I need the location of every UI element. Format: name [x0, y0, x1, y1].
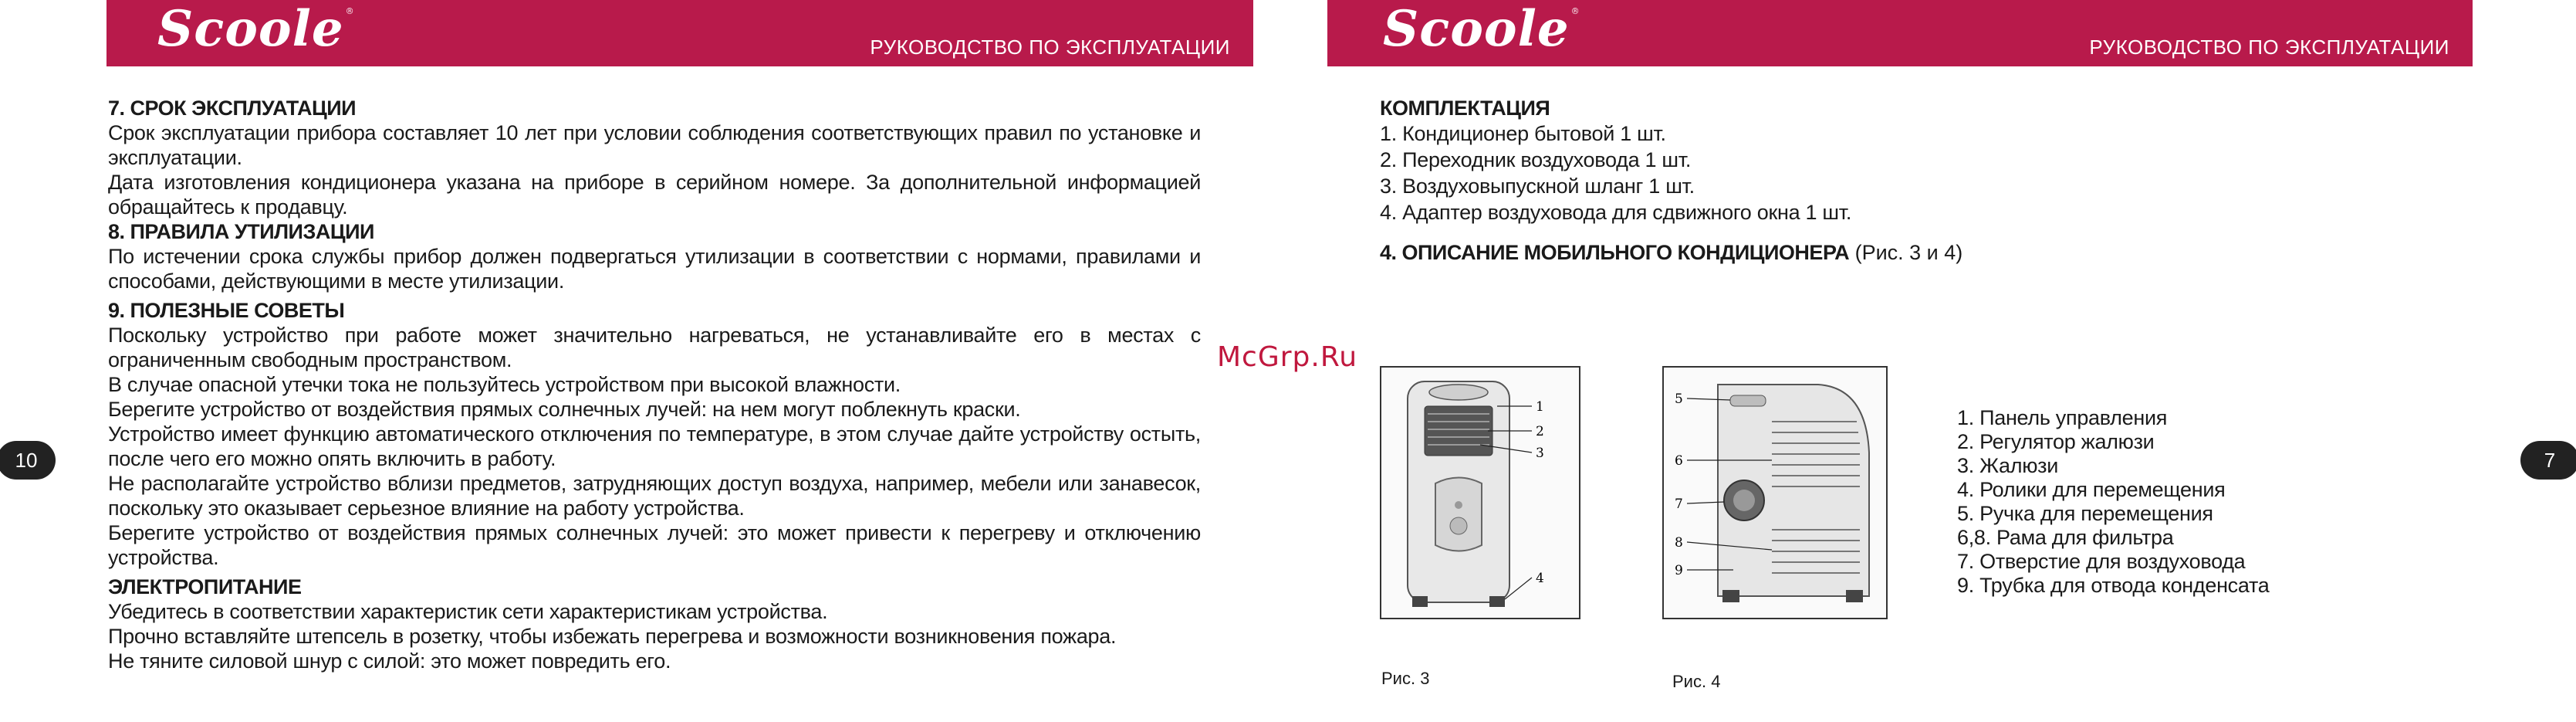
- header-bar-right: [1327, 0, 2473, 66]
- section-9-paragraph-1: Поскольку устройство при работе может значительно нагреваться, не устанавливайте его в местах с ограниченным свободным пространством.: [108, 324, 1201, 371]
- legend-item: 4. Ролики для перемещения: [1957, 478, 2226, 501]
- section-4-heading: 4. ОПИСАНИЕ МОБИЛЬНОГО КОНДИЦИОНЕРА: [1380, 241, 1850, 264]
- air-conditioner-rear-illustration: [1664, 368, 1886, 618]
- figure-4-label-5: 5: [1675, 392, 1683, 407]
- figure-4-label-8: 8: [1675, 535, 1683, 551]
- section-7-paragraph-2: Дата изготовления кондиционера указана на приборе в серийном номере. За дополнительной информацией обращайтесь к продавцу.: [108, 171, 1201, 219]
- kit-item: 3. Воздуховыпускной шланг 1 шт.: [1380, 175, 1695, 198]
- legend-item: 6,8. Рама для фильтра: [1957, 526, 2174, 549]
- figure-4-label-7: 7: [1675, 497, 1683, 512]
- figure-3-label-2: 2: [1536, 424, 1544, 439]
- section-7-heading: 7. СРОК ЭКСПЛУАТАЦИИ: [108, 97, 357, 120]
- legend-item: 7. Отверстие для воздуховода: [1957, 550, 2246, 573]
- header-title-right: РУКОВОДСТВО ПО ЭКСПЛУАТАЦИИ: [2089, 36, 2449, 59]
- brand-logo-left: [157, 0, 355, 58]
- header-bar-left: [106, 0, 1253, 66]
- section-9-paragraph-2: В случае опасной утечки тока не пользуйтесь устройством при высокой влажности.: [108, 373, 901, 396]
- section-9-paragraph-6: Берегите устройство от воздействия прямых солнечных лучей: это может привести к перегреву и отключению устройства.: [108, 521, 1201, 569]
- brand-text: Scoole: [1383, 0, 1570, 58]
- brand-mark: ®: [345, 6, 355, 16]
- power-heading: ЭЛЕКТРОПИТАНИЕ: [108, 575, 302, 598]
- page-number-left: 10: [0, 441, 56, 480]
- legend-item: 5. Ручка для перемещения: [1957, 502, 2213, 525]
- kit-heading: КОМПЛЕКТАЦИЯ: [1380, 97, 1550, 120]
- section-8-heading: 8. ПРАВИЛА УТИЛИЗАЦИИ: [108, 220, 374, 243]
- page-number-right: 7: [2520, 441, 2576, 480]
- brand-text: Scoole: [157, 0, 344, 58]
- section-8-paragraph-1: По истечении срока службы прибор должен подвергаться утилизации в соответствии с нормами, правилами и способами, действующими в месте утилизации.: [108, 245, 1201, 293]
- figure-3-label-4: 4: [1536, 571, 1544, 586]
- parts-legend: [1957, 406, 2269, 598]
- right-page-content: [1380, 96, 2460, 286]
- section-9-heading: 9. ПОЛЕЗНЫЕ СОВЕТЫ: [108, 299, 345, 322]
- figure-3-label-1: 1: [1536, 399, 1544, 415]
- kit-item: 2. Переходник воздуховода 1 шт.: [1380, 148, 1692, 171]
- figure-4-label-6: 6: [1675, 453, 1683, 469]
- figure-4-label-9: 9: [1675, 563, 1683, 578]
- left-page-content: [108, 96, 1201, 673]
- header-title-left: РУКОВОДСТВО ПО ЭКСПЛУАТАЦИИ: [870, 36, 1230, 59]
- power-paragraph-3: Не тяните силовой шнур с силой: это может повредить его.: [108, 649, 671, 673]
- figure-4-caption: Рис. 4: [1672, 672, 1721, 691]
- legend-item: 1. Панель управления: [1957, 406, 2168, 429]
- watermark-text: McGrp.Ru: [1217, 341, 1358, 373]
- brand-mark: ®: [1570, 6, 1580, 16]
- section-9-paragraph-3: Берегите устройство от воздействия прямых солнечных лучей: на нем могут поблекнуть краски.: [108, 398, 1021, 421]
- figure-3-air-conditioner-front: [1380, 366, 1580, 619]
- figure-3-caption: Рис. 3: [1381, 669, 1430, 688]
- section-9-paragraph-4: Устройство имеет функцию автоматического отключения по температуре, в этом случае дайте устройству остыть, после чего его можно опять включить в работу.: [108, 422, 1201, 470]
- section-9-paragraph-5: Не располагайте устройство вблизи предметов, затрудняющих доступ воздуха, например, мебели или занавесок, поскольку это оказывает серьезное влияние на работу устройства.: [108, 472, 1201, 520]
- section-4-heading-line: [1380, 239, 2460, 266]
- power-paragraph-2: Прочно вставляйте штепсель в розетку, чтобы избежать перегрева и возможности возникновения пожара.: [108, 625, 1117, 648]
- section-4-figure-ref: (Рис. 3 и 4): [1849, 241, 1963, 264]
- kit-item: 1. Кондиционер бытовой 1 шт.: [1380, 122, 1666, 145]
- legend-item: 3. Жалюзи: [1957, 454, 2059, 477]
- power-paragraph-1: Убедитесь в соответствии характеристик сети характеристикам устройства.: [108, 600, 828, 623]
- kit-item: 4. Адаптер воздуховода для сдвижного окна 1 шт.: [1380, 201, 1852, 224]
- air-conditioner-front-illustration: [1381, 368, 1579, 618]
- figure-4-air-conditioner-rear: [1662, 366, 1888, 619]
- legend-item: 9. Трубка для отвода конденсата: [1957, 574, 2270, 597]
- brand-logo-right: [1383, 0, 1580, 58]
- section-7-paragraph-1: Срок эксплуатации прибора составляет 10 лет при условии соблюдения соответствующих правил по установке и эксплуатации.: [108, 121, 1201, 169]
- figure-3-label-3: 3: [1536, 446, 1544, 461]
- legend-item: 2. Регулятор жалюзи: [1957, 430, 2155, 453]
